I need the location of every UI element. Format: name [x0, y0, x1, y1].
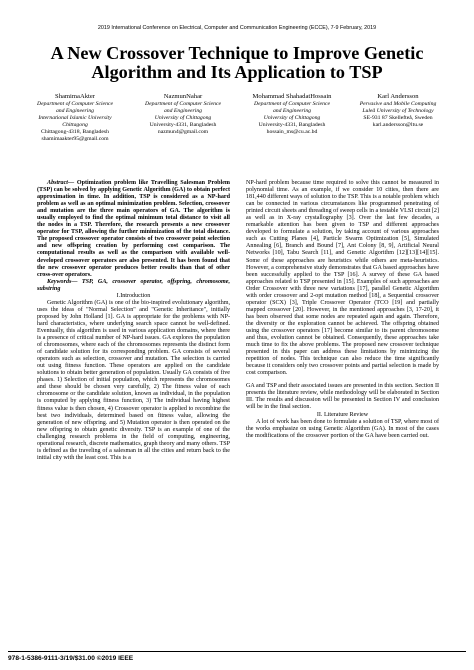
body-paragraph: NP-hard problem because time required to solve this cannot be measured in polynomial time. As an example, if we consider 10 cities, then there are 181,440 different ways of solution to the TSP. This is a notable problem which can be connected in various circumstances like programmed penetrating of printed circuit sheets and threading of sweep cells in a testable VLSI circuit [2] as well as in X-ray crystallography [3]. Over the last few decades, a remarkable attention has been given to TSP and different approaches developed to formulate a solution, by taking account of various approaches such as Cutting Planes [4], Particle Swarm Optimization [5], Simulated Annealing [6], Branch and Bound [7], Ant Colony [8, 9], Artificial Neural Networks [10], Tabu Search [11], and Genetic Algorithm [12][13][14][15]. Some of these approaches are heuristics while others are meta-heuristics. However, a comprehensive study demonstrates that GA based approaches have been successfully applied to the TSP [16]. A survey of these GA based approaches related to TSP presented in [15]. Examples of such approaches are Order Crossover with three new variations [17], parallel Genetic Algorithm with order crossover and 2-opt mutation method [18], a Sequential crossover operator (SCX) [3], Triple Crossover Operator (TCO [19] and partially mapped crossover [20]. However, in the mentioned approaches [3, 17-20], it has been observed that some nodes are repeated again and again. Therefore, the diversity or the exploration cannot be achieved. The offspring obtained using the crossover operators [17] become similar to its parent chromosome and thus, evolution cannot be obtained. Consequently, these approaches take much time to fix the above problems. The proposed new crossover technique presented in this paper can address these limitations by minimizing the repetition of nodes. This technique can also reduce the time significantly because it considers only two crossover points and partial selection is made by cost comparison.: [246, 180, 439, 377]
paper-title: [20, 44, 454, 82]
author-affiliation: Chittagong: [62, 122, 88, 129]
author-affiliation: and Engineering: [272, 108, 312, 115]
author-affiliation: Department of Computer Science: [37, 101, 113, 108]
author-address: University-4331, Bangladesh: [258, 122, 326, 129]
author-affiliation: Pervasive and Mobile Computing: [359, 101, 437, 108]
conference-header: 2019 International Conference on Electrical, Computer and Communication Engineering (ECCE), 7-9 February, 2019: [97, 25, 377, 31]
intro-paragraph: Genetic Algorithm (GA) is one of the bio-inspired evolutionary algorithm, uses the ideas of "Normal Selection" and "Genetic Inheritance", initially proposed by John Holland [1]. GA is appropriate for the problems with NP-hard characteristics, where underlying search space cannot be well-defined. Eventually, this algorithm is used in various application domains, where there is a presence of critical number of NP-hard issues. GA explores the population of chromosomes, where each of the chromosomes represents the distinct form of candidate solution for its corresponding problem. GA consists of several operators such as selection, crossover and mutation. The selection is carried out using fitness function. These operators are applied on the candidate solutions to obtain better generation of population. Usually GA consists of five phases. 1) Selection of initial population, which represents the chromosomes and these should be chosen very carefully, 2) The fitness value of each chromosome or the candidate solution, known as individual, in the population is computed by applying fitness function, 3) The individual having highest fitness value is then chosen, 4) Crossover operator is applied to recombine the best two individuals, determined based on fitness value, allowing the generation of new offspring. and 5) Mutation operator is then operated on the new offspring to obtain genetic diversity. TSP is an example of one of the challenging research problems in the field of computing, engineering, operational research, discrete mathematics, graph theory and many others. TSP is defined as the traveling of a salesman in all the cities and return back to the initial city with the least cost. This is a: [37, 299, 230, 461]
title-line: A New Crossover Technique to Improve Genetic: [50, 43, 424, 63]
author-address: SE-931 87 Skellefteå, Sweden: [363, 115, 433, 122]
right-column: [246, 180, 439, 440]
author-affiliation: Department of Computer Science: [145, 101, 221, 108]
author-email: hossain_ms@cu.ac.bd: [266, 129, 318, 136]
author-affiliation: University of Chittagong: [263, 115, 321, 122]
author-address: University-4331, Bangladesh: [149, 122, 217, 129]
author-name: Mohammad ShahadatHossain: [252, 93, 332, 100]
footer-divider: [8, 651, 466, 652]
body-paragraph: GA and TSP and their associated issues are presented in this section. Section II presents the literature review, while methodology will be elaborated in Section III. The results and discussion will be presented in Section IV and conclusion will be in the final section.: [246, 383, 439, 411]
author-1: [20, 93, 130, 143]
abstract: [37, 180, 230, 279]
author-email: shamimaakter95@gmail.com: [41, 136, 109, 143]
author-email: nazmun4@gmail.com: [157, 129, 209, 136]
section-heading-literature-review: II. Literature Review: [316, 411, 369, 418]
keywords: Keywords— TSP, GA, crossover operator, offspring, chromosome, substring: [37, 278, 230, 292]
copyright-footer: 978-1-5386-9111-3/19/$31.00 ©2019 IEEE: [8, 655, 134, 662]
author-name: Karl Andersson: [377, 93, 419, 100]
author-affiliation: and Engineering: [163, 108, 203, 115]
author-affiliation: Luleå University of Technology: [362, 108, 434, 115]
section-heading-introduction: I.Introduction: [116, 292, 151, 299]
title-line: Algorithm and Its Application to TSP: [91, 62, 383, 82]
author-email: karl.andersson@ltu.se: [372, 122, 424, 129]
author-address: Chittagong-4318, Bangladesh: [41, 129, 109, 136]
author-affiliation: International Islamic University: [38, 115, 112, 122]
author-affiliation: and Engineering: [55, 108, 95, 115]
author-2: [128, 93, 238, 136]
left-column: [37, 180, 230, 462]
author-affiliation: Department of Computer Science: [254, 101, 330, 108]
abstract-text: — Optimization problem like Travelling Salesman Problem (TSP) can be solved by applying Genetic Algorithm (GA) to obtain perfect approximation in time. In addition, TSP is considered as a NP-hard problem as well as an optimal minimization problem. Selection, crossover and mutation are the three main operators of GA. The algorithm is usually employed to find the optimal minimum total distance to visit all the nodes in a TSP. Therefore, the research presents a new crossover operator for TSP, allowing the further minimization of the total distance. The proposed crossover operator consists of two crossover point selection and new offspring creation by performing cost comparison. The computational results as well as the comparison with available well-developed crossover operators are also presented. It has been found that the new crossover operator produces better results than that of other cross-over operators.: [37, 180, 230, 278]
body-paragraph: A lot of work has been done to formulate a solution of TSP, where most of the works emphasize on using Genetic Algorithm (GA). In most of the cases the modifications of the crossover portion of the GA have been carried out.: [246, 418, 439, 439]
author-name: NazmunNahar: [163, 93, 203, 100]
author-3: [234, 93, 350, 136]
author-affiliation: University of Chittagong: [154, 115, 212, 122]
author-name: ShamimaAkter: [55, 93, 95, 100]
author-4: [342, 93, 454, 129]
abstract-label: Abstract: [47, 180, 68, 186]
